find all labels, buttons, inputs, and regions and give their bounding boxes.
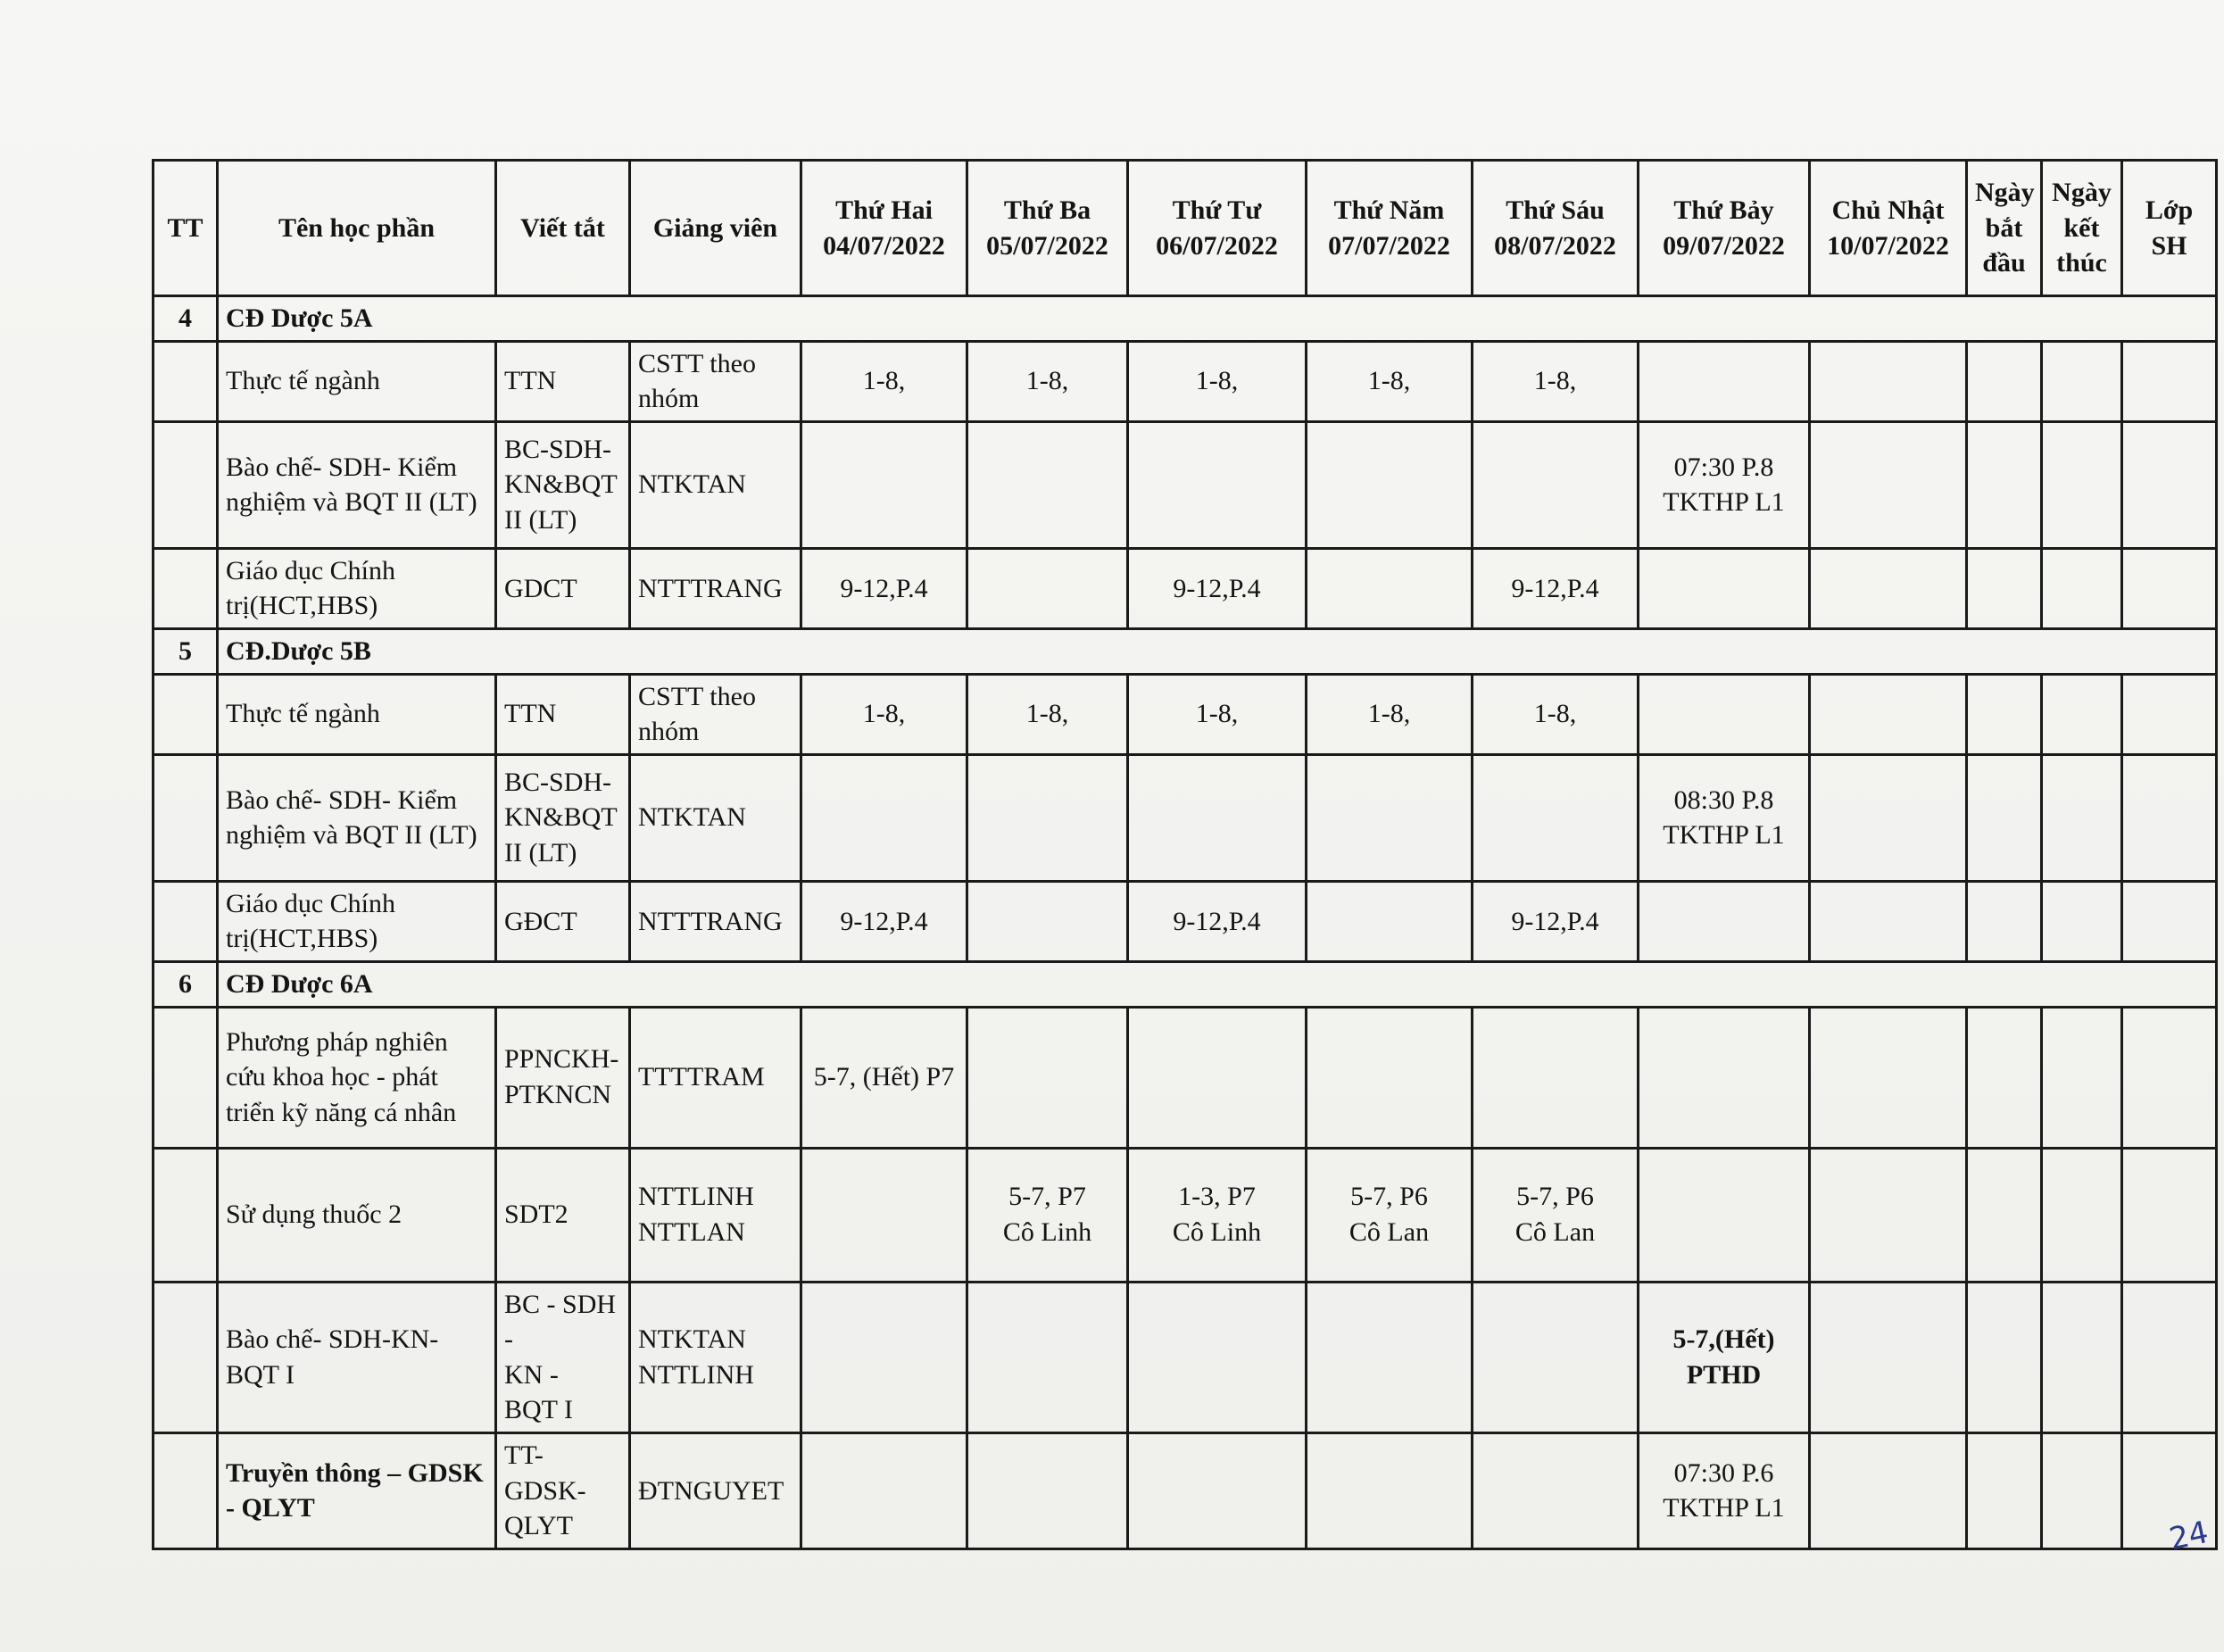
table-row [154,674,2217,754]
day-cell [967,1282,1128,1432]
day-cell [801,421,967,548]
header-course: Tên học phần [218,161,496,296]
day-cell: 5-7,(Hết) PTHD [1639,1282,1810,1432]
group-row-5a [154,296,2217,342]
day-cell [1307,1007,1473,1148]
header-tt: TT [154,161,218,296]
table-row [154,421,2217,548]
header-class: Lớp SH [2122,161,2217,296]
teacher: NTTTRANG [630,881,801,961]
table-row [154,754,2217,881]
course-abbr: GDCT [496,548,630,628]
course-abbr: SDT2 [496,1148,630,1282]
day-cell [1639,881,1810,961]
table-row [154,341,2217,421]
course-name: Sử dụng thuốc 2 [218,1148,496,1282]
day-cell: 9-12,P.4 [1128,548,1307,628]
day-cell [801,754,967,881]
group-name: CĐ Dược 6A [218,961,2217,1007]
course-name: Phương pháp nghiên cứu khoa học - phát triển kỹ năng cá nhân [218,1007,496,1148]
day-cell: 1-8, [967,341,1128,421]
day-cell: 1-8, [801,341,967,421]
header-sunday: Chủ Nhật 10/07/2022 [1810,161,1967,296]
day-cell [1128,1282,1307,1432]
course-abbr: BC - SDH - KN - BQT I [496,1282,630,1432]
course-abbr: BC-SDH- KN&BQT II (LT) [496,421,630,548]
day-cell [967,881,1128,961]
course-name: Giáo dục Chính trị(HCT,HBS) [218,548,496,628]
day-cell [1810,1432,1967,1548]
day-cell [1307,548,1473,628]
day-cell [1473,1007,1639,1148]
header-monday: Thứ Hai 04/07/2022 [801,161,967,296]
day-cell [1810,754,1967,881]
day-cell: 9-12,P.4 [1128,881,1307,961]
day-cell [1128,1007,1307,1148]
day-cell [801,1282,967,1432]
day-cell: 1-3, P7 Cô Linh [1128,1148,1307,1282]
day-cell [1128,1432,1307,1548]
day-cell [1810,674,1967,754]
group-tt: 6 [154,961,218,1007]
day-cell: 07:30 P.6 TKTHP L1 [1639,1432,1810,1548]
group-name: CĐ.Dược 5B [218,628,2217,674]
teacher: CSTT theo nhóm [630,674,801,754]
course-abbr: TT-GDSK- QLYT [496,1432,630,1548]
day-cell: 1-8, [801,674,967,754]
day-cell [1639,1148,1810,1282]
table-row [154,1282,2217,1432]
day-cell [801,1148,967,1282]
day-cell [1639,674,1810,754]
day-cell: 5-7, P6 Cô Lan [1307,1148,1473,1282]
teacher: NTTLINH NTTLAN [630,1148,801,1282]
day-cell [967,754,1128,881]
table-row [154,1148,2217,1282]
course-name: Truyền thông – GDSK - QLYT [218,1432,496,1548]
header-wednesday: Thứ Tư 06/07/2022 [1128,161,1307,296]
course-name: Bào chế- SDH-KN- BQT I [218,1282,496,1432]
day-cell [1307,1282,1473,1432]
day-cell [1810,1282,1967,1432]
day-cell [1810,1148,1967,1282]
day-cell [967,421,1128,548]
day-cell: 1-8, [1473,674,1639,754]
course-abbr: TTN [496,341,630,421]
header-end-date: Ngày kết thúc [2042,161,2122,296]
teacher: NTKTAN [630,421,801,548]
page-number: 24 [2166,1514,2212,1558]
group-row-5b [154,628,2217,674]
day-cell [967,1432,1128,1548]
day-cell [1473,754,1639,881]
table-row [154,1432,2217,1548]
day-cell: 1-8, [1307,341,1473,421]
day-cell: 9-12,P.4 [1473,881,1639,961]
teacher: NTKTAN [630,754,801,881]
course-name: Thực tế ngành [218,341,496,421]
day-cell [1810,881,1967,961]
course-abbr: PPNCKH- PTKNCN [496,1007,630,1148]
day-cell [1810,421,1967,548]
day-cell: 1-8, [1473,341,1639,421]
day-cell [801,1432,967,1548]
day-cell [1307,881,1473,961]
day-cell [967,1007,1128,1148]
day-cell [1307,754,1473,881]
day-cell [1128,421,1307,548]
day-cell [1307,1432,1473,1548]
teacher: NTKTAN NTTLINH [630,1282,801,1432]
day-cell [1307,421,1473,548]
group-tt: 5 [154,628,218,674]
header-abbr: Viết tắt [496,161,630,296]
course-abbr: GĐCT [496,881,630,961]
day-cell: 1-8, [967,674,1128,754]
day-cell [1473,1432,1639,1548]
group-tt: 4 [154,296,218,342]
teacher: CSTT theo nhóm [630,341,801,421]
header-tuesday: Thứ Ba 05/07/2022 [967,161,1128,296]
day-cell: 07:30 P.8 TKTHP L1 [1639,421,1810,548]
day-cell [1639,548,1810,628]
day-cell: 1-8, [1128,674,1307,754]
day-cell: 08:30 P.8 TKTHP L1 [1639,754,1810,881]
course-name: Bào chế- SDH- Kiểm nghiệm và BQT II (LT) [218,754,496,881]
header-friday: Thứ Sáu 08/07/2022 [1473,161,1639,296]
header-teacher: Giảng viên [630,161,801,296]
header-row [154,161,2217,296]
header-start-date: Ngày bắt đầu [1967,161,2042,296]
teacher: TTTTRAM [630,1007,801,1148]
day-cell: 9-12,P.4 [801,548,967,628]
day-cell [1473,421,1639,548]
day-cell [1639,1007,1810,1148]
header-saturday: Thứ Bảy 09/07/2022 [1639,161,1810,296]
group-row-6a [154,961,2217,1007]
group-name: CĐ Dược 5A [218,296,2217,342]
day-cell: 9-12,P.4 [1473,548,1639,628]
course-abbr: TTN [496,674,630,754]
day-cell [1810,548,1967,628]
day-cell: 9-12,P.4 [801,881,967,961]
course-abbr: BC-SDH- KN&BQT II (LT) [496,754,630,881]
header-thursday: Thứ Năm 07/07/2022 [1307,161,1473,296]
course-name: Giáo dục Chính trị(HCT,HBS) [218,881,496,961]
day-cell [1810,1007,1967,1148]
day-cell [1128,754,1307,881]
day-cell: 5-7, P6 Cô Lan [1473,1148,1639,1282]
table-row [154,881,2217,961]
day-cell [1810,341,1967,421]
course-name: Thực tế ngành [218,674,496,754]
schedule-table [152,159,2218,1550]
day-cell: 1-8, [1307,674,1473,754]
day-cell [1639,341,1810,421]
day-cell: 5-7, (Hết) P7 [801,1007,967,1148]
teacher: NTTTRANG [630,548,801,628]
day-cell: 5-7, P7 Cô Linh [967,1148,1128,1282]
teacher: ĐTNGUYET [630,1432,801,1548]
table-row [154,548,2217,628]
table-row [154,1007,2217,1148]
course-name: Bào chế- SDH- Kiểm nghiệm và BQT II (LT) [218,421,496,548]
day-cell [967,548,1128,628]
day-cell [1473,1282,1639,1432]
day-cell: 1-8, [1128,341,1307,421]
